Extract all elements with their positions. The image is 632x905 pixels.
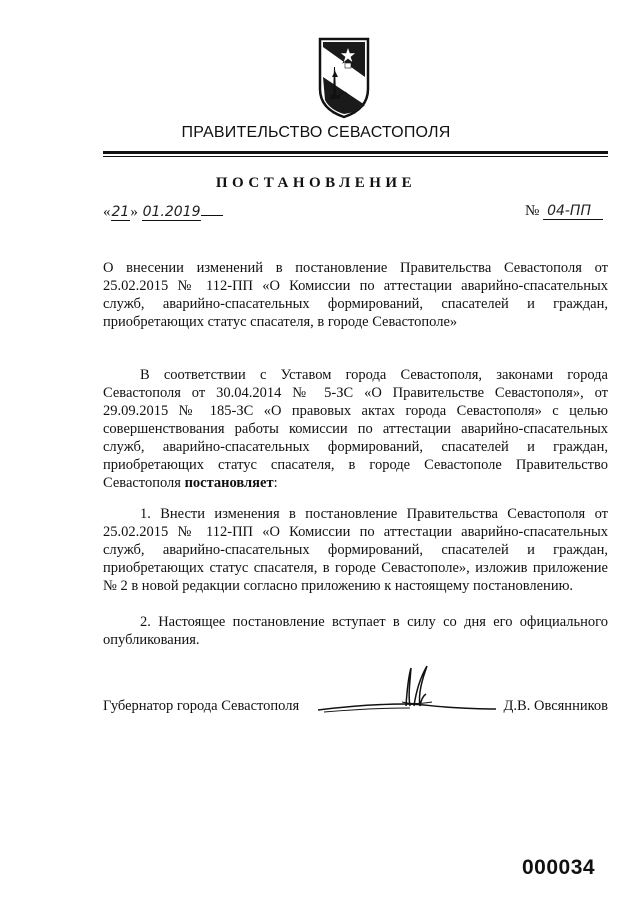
document-type: ПОСТАНОВЛЕНИЕ bbox=[215, 175, 417, 191]
document-subject: О внесении изменений в постановление Правительства Севастополя от 25.02.2015 № 112-ПП «О Комиссии по аттестации аварийно-спасательных служб, аварийно-спасательных формирований, спасателей и граждан, приобретающих статус спасателя, в городе Севастополе» bbox=[103, 260, 608, 330]
date-underline bbox=[201, 203, 223, 216]
serial-number: 000034 bbox=[522, 856, 596, 879]
date-month-year: 01.2019 bbox=[142, 204, 201, 220]
date-close-quote: » bbox=[130, 204, 138, 220]
header-rule-thin bbox=[103, 156, 608, 157]
number-sign: № bbox=[525, 203, 540, 219]
signatory-position: Губернатор города Севастополя bbox=[103, 698, 300, 714]
decree-word: постановляет bbox=[184, 475, 274, 491]
document-date bbox=[103, 203, 223, 221]
preamble-paragraph bbox=[103, 366, 608, 492]
handwritten-signature-icon bbox=[310, 660, 500, 720]
date-open-quote: « bbox=[103, 204, 111, 220]
document-number bbox=[525, 203, 603, 220]
clause-1: 1. Внести изменения в постановление Правительства Севастополя от 25.02.2015 № 112-ПП «О Комиссии по аттестации аварийно-спасательных служб, аварийно-спасательных формирований, спасателей и граждан, приобретающих статус спасателя, в городе Севастополе», изложив приложение № 2 в новой редакции согласно приложению к настоящему постановлению. bbox=[103, 506, 608, 594]
preamble-colon: : bbox=[273, 475, 278, 491]
government-title: ПРАВИТЕЛЬСТВО СЕВАСТОПОЛЯ bbox=[181, 124, 451, 141]
signatory-name: Д.В. Овсянников bbox=[503, 698, 608, 714]
date-day: 21 bbox=[111, 204, 130, 220]
preamble-text: В соответствии с Уставом города Севастополя, законами города Севастополя от 30.04.2014 № 5-ЗС «О Правительстве Севастополя», от 29.09.2015 № 185-ЗС «О правовых актах города Севастополя» с целью совершенствования работы комиссии по аттестации аварийно-спасательных служб, аварийно-спасательных формирований, спасателей и граждан, приобретающих статус спасателя, в городе Севастополе Правительство Севастополя bbox=[103, 367, 608, 491]
number-value: 04-ПП bbox=[543, 203, 603, 220]
coat-of-arms-icon bbox=[318, 37, 370, 119]
header-rule-thick bbox=[103, 151, 608, 154]
clause-2: 2. Настоящее постановление вступает в силу со дня его официального опубликования. bbox=[103, 614, 608, 648]
